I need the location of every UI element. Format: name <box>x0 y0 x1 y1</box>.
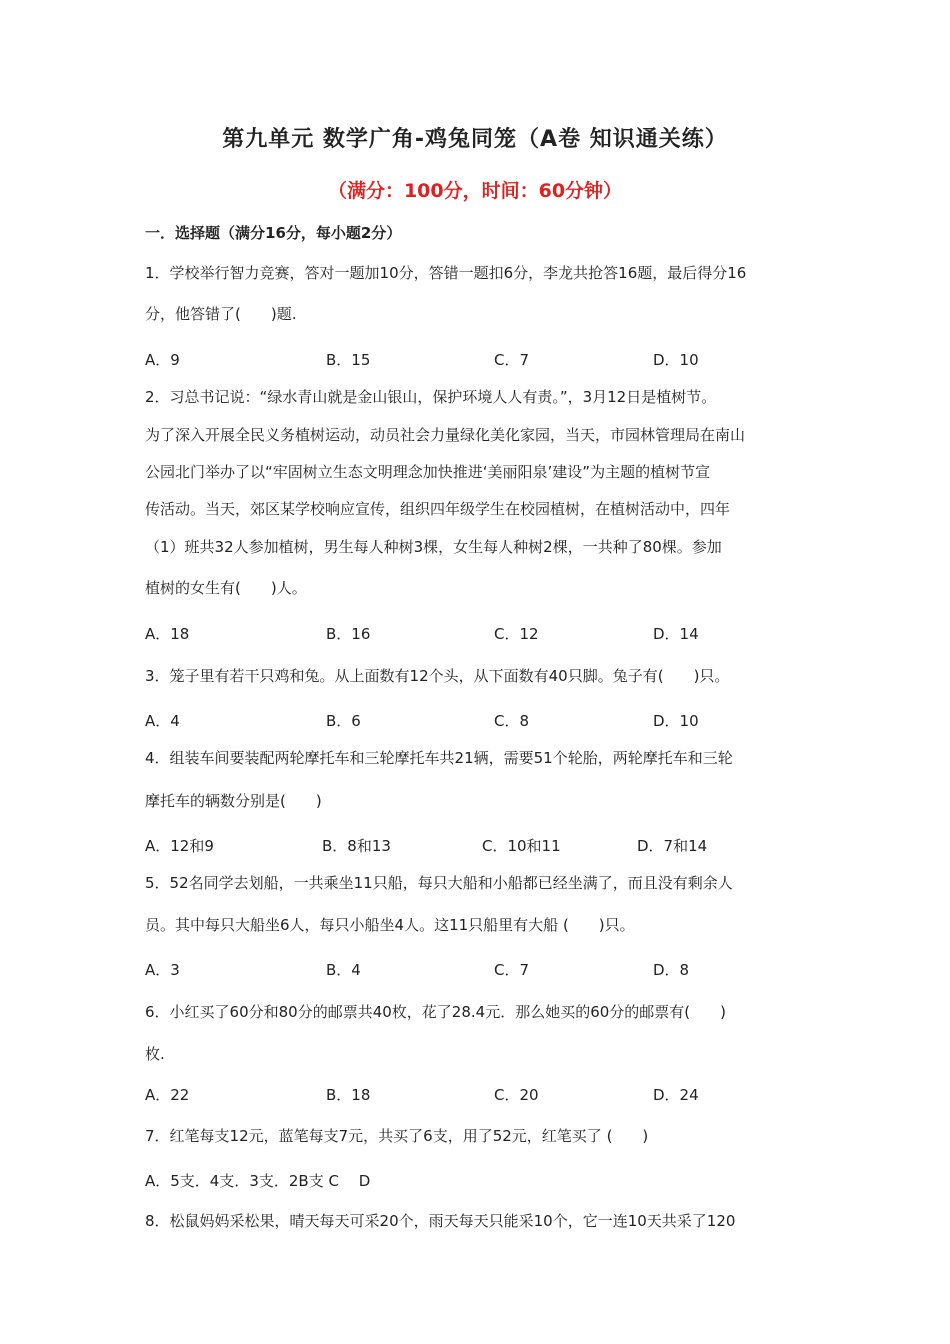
q4-option-a: A．12和9 <box>145 837 214 855</box>
q1-option-d: D．10 <box>653 351 699 369</box>
q4-option-c: C．10和11 <box>482 837 561 855</box>
q5-option-b: B．4 <box>326 961 361 979</box>
q3-option-a: A．4 <box>145 712 180 730</box>
q6-option-c: C．20 <box>494 1086 539 1104</box>
q5-option-c: C．7 <box>494 961 530 979</box>
q4-option-b: B．8和13 <box>322 837 391 855</box>
q3-line-1: 3．笼子里有若干只鸡和兔。从上面数有12个头，从下面数有40只脚。兔子有( )只。 <box>145 667 730 685</box>
q8-line-1: 8．松鼠妈妈采松果，晴天每天可采20个，雨天每天只能采10个，它一连10天共采了120 <box>145 1212 736 1230</box>
q2-option-b: B．16 <box>326 625 371 643</box>
q3-option-c: C．8 <box>494 712 530 730</box>
q6-option-a: A．22 <box>145 1086 190 1104</box>
q6-line-1: 6．小红买了60分和80分的邮票共40枚，花了28.4元．那么她买的60分的邮票有( ) <box>145 1003 726 1021</box>
section-heading: 一．选择题（满分16分，每小题2分） <box>145 224 402 242</box>
q2-line-6: 植树的女生有( )人。 <box>145 579 307 597</box>
q3-option-b: B．6 <box>326 712 361 730</box>
q2-line-2: 为了深入开展全民义务植树运动，动员社会力量绿化美化家园，当天，市园林管理局在南山 <box>145 426 746 444</box>
q1-option-b: B．15 <box>326 351 371 369</box>
q2-line-4: 传活动。当天，郊区某学校响应宣传，组织四年级学生在校园植树，在植树活动中，四年 <box>145 500 731 518</box>
q1-line-2: 分，他答错了( )题. <box>145 305 297 323</box>
q5-line-1: 5．52名同学去划船，一共乘坐11只船，每只大船和小船都已经坐满了，而且没有剩余人 <box>145 874 733 892</box>
q5-option-a: A．3 <box>145 961 180 979</box>
q7-line-1: 7．红笔每支12元，蓝笔每支7元，共买了6支，用了52元，红笔买了 ( ) <box>145 1127 649 1145</box>
q5-line-2: 员。其中每只大船坐6人，每只小船坐4人。这11只船里有大船 ( )只。 <box>145 916 635 934</box>
score-time-subtitle: （满分：100分，时间：60分钟） <box>327 180 623 202</box>
q4-line-1: 4．组装车间要装配两轮摩托车和三轮摩托车共21辆，需要51个轮胎，两轮摩托车和三轮 <box>145 749 733 767</box>
page-title: 第九单元 数学广角-鸡兔同笼（A卷 知识通关练） <box>222 127 728 152</box>
q6-line-2: 枚. <box>145 1045 165 1063</box>
q7-options: A．5支．4支．3支．2B支 C D <box>145 1172 371 1190</box>
q6-option-d: D．24 <box>653 1086 699 1104</box>
q5-option-d: D．8 <box>653 961 690 979</box>
q3-option-d: D．10 <box>653 712 699 730</box>
q4-line-2: 摩托车的辆数分别是( ) <box>145 792 322 810</box>
q2-line-5: （1）班共32人参加植树，男生每人种树3棵，女生每人种树2棵，一共种了80棵。参加 <box>145 538 722 556</box>
q2-line-3: 公园北门举办了以“牢固树立生态文明理念加快推进‘美丽阳泉’建设”为主题的植树节宣 <box>145 463 711 481</box>
q1-line-1: 1．学校举行智力竞赛，答对一题加10分，答错一题扣6分，李龙共抢答16题，最后得分16 <box>145 264 747 282</box>
q2-option-c: C．12 <box>494 625 539 643</box>
q2-line-1: 2．习总书记说：“绿水青山就是金山银山，保护环境人人有责。”，3月12日是植树节。 <box>145 388 717 406</box>
q6-option-b: B．18 <box>326 1086 371 1104</box>
q1-option-c: C．7 <box>494 351 530 369</box>
q2-option-a: A．18 <box>145 625 190 643</box>
q1-option-a: A．9 <box>145 351 180 369</box>
q2-option-d: D．14 <box>653 625 699 643</box>
q4-option-d: D．7和14 <box>637 837 708 855</box>
